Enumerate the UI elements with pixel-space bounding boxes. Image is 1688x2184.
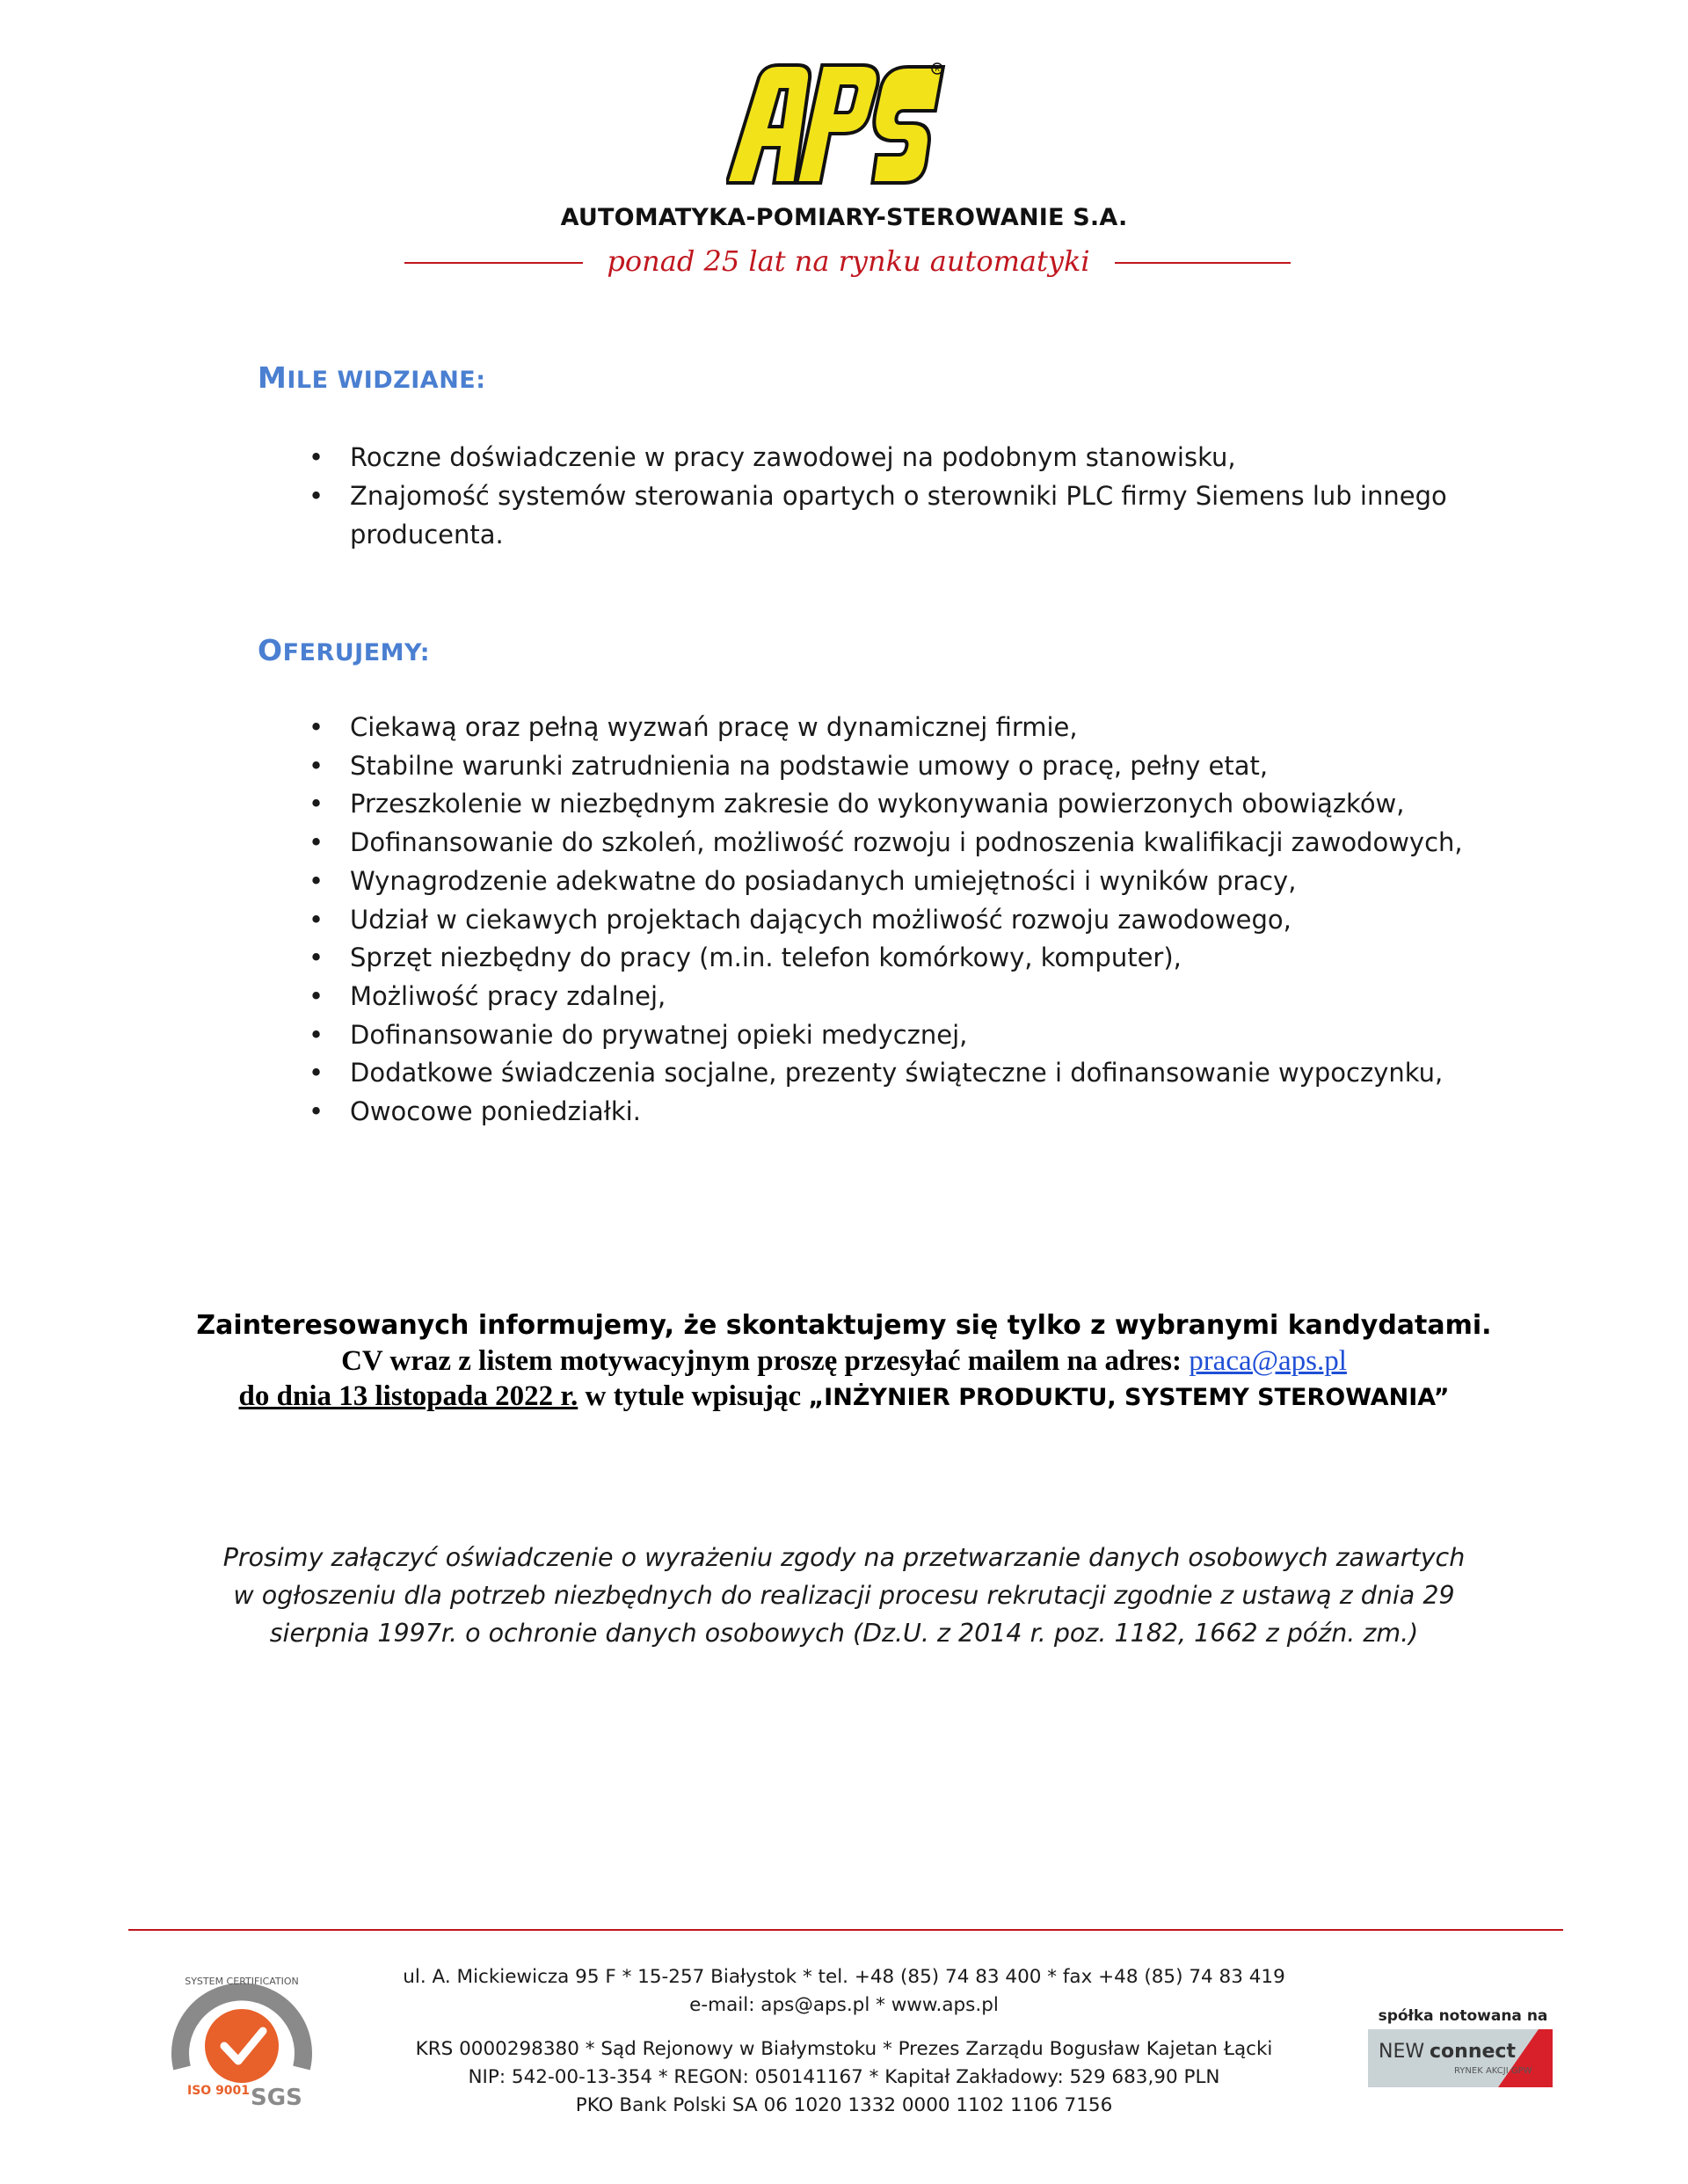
- list-item: • Roczne doświadczenie w pracy zawodowej na podobnym stanowisku,: [297, 438, 1528, 477]
- application-notice: [0, 1308, 1688, 1416]
- list-item: • Dodatkowe świadczenia socjalne, prezenty świąteczne i dofinansowanie wypoczynku,: [297, 1054, 1528, 1093]
- job-title-text: „INŻYNIER PRODUKTU, SYSTEMY STEROWANIA”: [808, 1384, 1450, 1411]
- bullet-icon: •: [309, 712, 324, 742]
- bullet-icon: •: [309, 1019, 324, 1050]
- list-item-continuation: producenta.: [350, 520, 504, 550]
- bullet-icon: •: [309, 1096, 324, 1127]
- list-item: • Wynagrodzenie adekwatne do posiadanych umiejętności i wyników pracy,: [297, 863, 1528, 901]
- tagline: ponad 25 lat na rynku automatyki: [607, 244, 1090, 278]
- list-item: • Dofinansowanie do prywatnej opieki medycznej,: [297, 1016, 1528, 1055]
- company-name: AUTOMATYKA-POMIARY-STEROWANIE S.A.: [560, 204, 1128, 231]
- iso-badge-text: SYSTEM CERTIFICATION: [185, 1976, 299, 1987]
- bullet-icon: •: [309, 904, 324, 935]
- notice-line-email: [0, 1343, 1688, 1379]
- list-item: • Ciekawą oraz pełną wyzwań pracę w dynamicznej firmie,: [297, 709, 1528, 747]
- list-item: • Możliwość pracy zdalnej,: [297, 978, 1528, 1016]
- footer-nip: NIP: 542-00-13-354 * REGON: 050141167 * Kapitał Zakładowy: 529 683,90 PLN: [468, 2066, 1220, 2088]
- notice-line-contact: Zainteresowanych informujemy, że skontaktujemy się tylko z wybranymi kandydatami.: [196, 1310, 1492, 1341]
- iso-brand: SGS: [251, 2085, 302, 2111]
- deadline-mid-text: w tytule wpisując: [578, 1380, 809, 1412]
- footer-address: ul. A. Mickiewicza 95 F * 15-257 Białystok * tel. +48 (85) 74 83 400 * fax +48 (85) 74 83 419: [403, 1966, 1285, 1988]
- newconnect-badge-icon: [1366, 2005, 1560, 2093]
- bullet-icon: •: [309, 980, 324, 1011]
- bullet-icon: •: [309, 943, 324, 973]
- bullet-icon: •: [309, 750, 324, 781]
- list-item: • Przeszkolenie w niezbędnym zakresie do wykonywania powierzonych obowiązków,: [297, 785, 1528, 824]
- nc-sub: RYNEK AKCJI GPW: [1454, 2066, 1532, 2076]
- bullet-icon: •: [309, 442, 324, 472]
- header-rule-right: [1115, 262, 1291, 264]
- nc-logo-left: NEW: [1379, 2041, 1425, 2063]
- footer-rule: [128, 1929, 1563, 1931]
- list-item: • Dofinansowanie do szkoleń, możliwość rozwoju i podnoszenia kwalifikacji zawodowych,: [297, 824, 1528, 863]
- list-item: • Znajomość systemów sterowania opartych o sterowniki PLC firmy Siemens lub innego: [297, 477, 1528, 515]
- section-title-offer: OFERUJEMY:: [258, 633, 431, 667]
- nc-heading: spółka notowana na: [1378, 2007, 1548, 2025]
- list-item: • Udział w ciekawych projektach dających możliwość rozwoju zawodowego,: [297, 901, 1528, 940]
- notice-line-deadline: [0, 1379, 1688, 1416]
- footer-contact: e-mail: aps@aps.pl * www.aps.pl: [689, 1994, 999, 2016]
- header-rule-left: [404, 262, 583, 264]
- bullet-icon: •: [309, 865, 324, 896]
- logo-text: APS: [726, 60, 728, 61]
- notice-email-text: CV wraz z listem motywacyjnym proszę przesyłać mailem na adres:: [341, 1345, 1190, 1377]
- offer-list: [297, 709, 1528, 1132]
- deadline-text: do dnia 13 listopada 2022 r.: [238, 1380, 578, 1412]
- list-item: • Owocowe poniedziałki.: [297, 1093, 1528, 1132]
- nice-to-have-list: [297, 438, 1528, 554]
- consent-text: Prosimy załączyć oświadczenie o wyrażeniu zgody na przetwarzanie danych osobowych zawartych w ogłoszeniu dla potrzeb niezbędnych do realizacji procesu rekrutacji zgodnie z ustawą z dnia 29 sierpnia 1997r. o ochronie danych osobowych (Dz.U. z 2014 r. poz. 1182, 1662 z późn. zm.): [222, 1543, 1466, 1648]
- svg-text:R: R: [935, 65, 940, 73]
- email-link[interactable]: praca@aps.pl: [1189, 1345, 1347, 1377]
- aps-logo: [726, 60, 946, 190]
- footer-krs: KRS 0000298380 * Sąd Rejonowy w Białymstoku * Prezes Zarządu Bogusław Kajetan Łącki: [415, 2038, 1273, 2060]
- bullet-icon: •: [309, 481, 324, 511]
- footer-bank: PKO Bank Polski SA 06 1020 1332 0000 1102 1106 7156: [575, 2094, 1113, 2116]
- list-item: • Sprzęt niezbędny do pracy (m.in. telefon komórkowy, komputer),: [297, 939, 1528, 978]
- bullet-icon: •: [309, 789, 324, 819]
- iso-number: ISO 9001: [187, 2084, 251, 2098]
- bullet-icon: •: [309, 827, 324, 858]
- nc-logo-right: connect: [1430, 2041, 1516, 2063]
- section-title-nice-to-have: MILE WIDZIANE:: [258, 360, 486, 395]
- bullet-icon: •: [309, 1058, 324, 1088]
- list-item: • Stabilne warunki zatrudnienia na podstawie umowy o pracę, pełny etat,: [297, 747, 1528, 786]
